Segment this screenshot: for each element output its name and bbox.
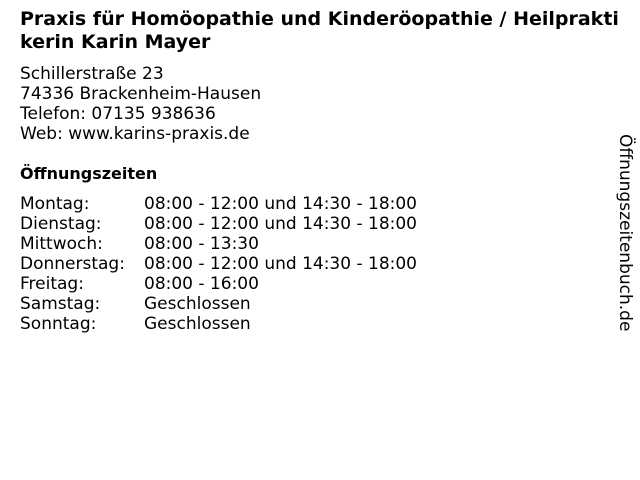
watermark-label: Öffnungszeitenbuch.de — [615, 134, 635, 332]
day-label: Sonntag: — [20, 314, 97, 334]
time-value: 08:00 - 13:30 — [144, 234, 259, 254]
day-label: Samstag: — [20, 294, 101, 314]
city-address: 74336 Brackenheim-Hausen — [20, 84, 262, 104]
time-value: Geschlossen — [144, 294, 251, 314]
business-name: Praxis für Homöopathie und Kinderöopathie / Heilpraktikerin Karin Mayer — [20, 8, 619, 53]
day-label: Donnerstag: — [20, 254, 125, 274]
time-value: 08:00 - 12:00 und 14:30 - 18:00 — [144, 254, 417, 274]
hours-heading: Öffnungszeiten — [20, 164, 158, 183]
day-label: Montag: — [20, 194, 90, 214]
time-value: Geschlossen — [144, 314, 251, 334]
phone-number: Telefon: 07135 938636 — [20, 104, 216, 124]
time-value: 08:00 - 12:00 und 14:30 - 18:00 — [144, 214, 417, 234]
contact-block — [20, 64, 261, 144]
street-address: Schillerstraße 23 — [20, 64, 164, 84]
website: Web: www.karins-praxis.de — [20, 124, 250, 144]
time-value: 08:00 - 12:00 und 14:30 - 18:00 — [144, 194, 417, 214]
day-label: Dienstag: — [20, 214, 102, 234]
day-label: Mittwoch: — [20, 234, 103, 254]
time-value: 08:00 - 16:00 — [144, 274, 259, 294]
day-label: Freitag: — [20, 274, 84, 294]
